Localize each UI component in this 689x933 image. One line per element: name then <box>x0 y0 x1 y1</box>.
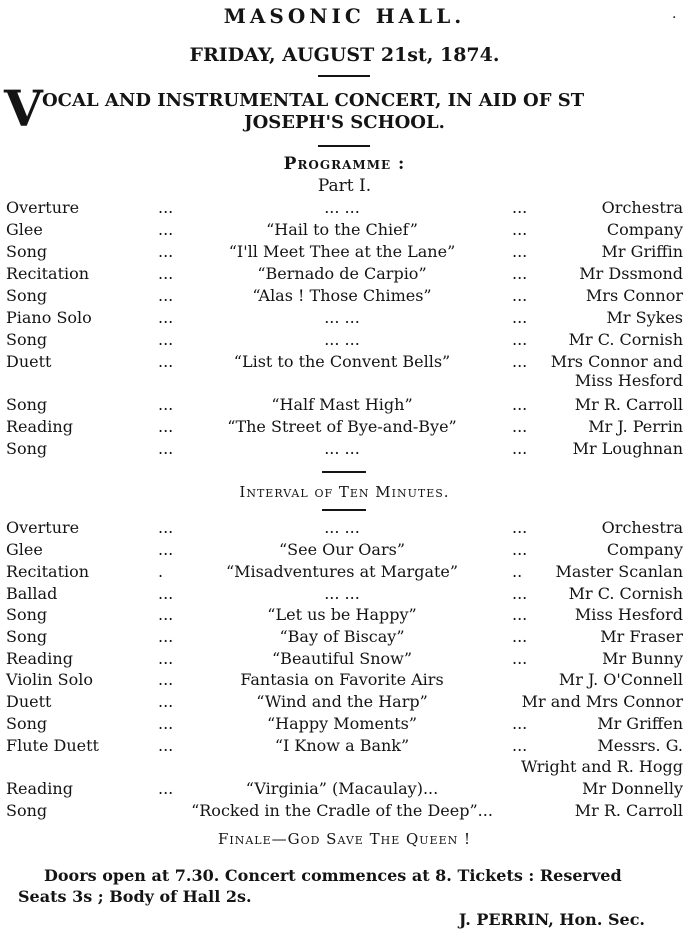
programme-piece-title: “Rocked in the Cradle of the Deep”... <box>191 801 493 820</box>
concert-title-line2: JOSEPH'S SCHOOL. <box>244 112 445 133</box>
leader-dots: ... <box>512 286 528 305</box>
leader-dots: ... <box>158 605 174 624</box>
leader-dots: ... <box>158 308 174 327</box>
programme-row <box>0 692 689 714</box>
flute-continuation: Wright and R. Hogg <box>520 757 683 776</box>
programme-piece-title: “Virginia” (Macaulay)... <box>245 779 439 798</box>
leader-dots: ... <box>158 439 174 458</box>
leader-dots: ... <box>158 198 174 217</box>
programme-performer: Mrs Connor <box>585 286 683 305</box>
programme-item-type: Song <box>6 605 48 624</box>
leader-dots: ... <box>512 330 528 349</box>
programme-row <box>0 518 689 540</box>
leader-dots: ... <box>158 395 174 414</box>
programme-row <box>0 439 689 461</box>
programme-piece-title: “Bernado de Carpio” <box>257 264 427 283</box>
leader-dots: ... <box>158 242 174 261</box>
programme-performer: Company <box>606 540 683 559</box>
programme-row <box>0 220 689 242</box>
part-one-heading: Part I. <box>317 176 372 196</box>
programme-row <box>0 649 689 671</box>
programme-item-type: Song <box>6 242 48 261</box>
programme-row <box>0 242 689 264</box>
programme-item-type: Glee <box>6 220 43 239</box>
leader-dots: ... <box>158 330 174 349</box>
programme-heading: Programme : <box>283 154 406 174</box>
programme-piece-title: “Bay of Biscay” <box>279 627 405 646</box>
programme-performer: Mr R. Carroll <box>574 801 683 820</box>
programme-performer: Orchestra <box>601 518 683 537</box>
programme-row <box>0 714 689 736</box>
programme-piece-title: Fantasia on Favorite Airs <box>240 670 444 689</box>
programme-item-type: Reading <box>6 779 73 798</box>
programme-row <box>0 417 689 439</box>
divider-rule <box>322 509 366 511</box>
programme-piece-title: “List to the Convent Bells” <box>233 352 451 371</box>
programme-piece-title: “Hail to the Chief” <box>266 220 418 239</box>
programme-row <box>0 264 689 286</box>
programme-performer: Mr Donnelly <box>582 779 683 798</box>
leader-dots: ... <box>512 518 528 537</box>
programme-item-type: Overture <box>6 198 80 217</box>
leader-dots: ... <box>512 352 528 371</box>
leader-dots: ... <box>512 264 528 283</box>
programme-item-type: Violin Solo <box>6 670 93 689</box>
interval-notice: Interval of Ten Minutes. <box>239 483 450 501</box>
leader-dots: ... <box>158 584 174 603</box>
programme-performer: Mrs Connor and <box>550 352 683 371</box>
leader-dots: ... <box>158 518 174 537</box>
programme-performer: Mr Dssmond <box>579 264 683 283</box>
programme-piece-title: ... ... <box>324 330 360 349</box>
programme-piece-title: “Happy Moments” <box>266 714 418 733</box>
programme-item-type: Song <box>6 286 48 305</box>
leader-dots: ... <box>158 352 174 371</box>
programme-piece-title: “See Our Oars” <box>278 540 405 559</box>
leader-dots: ... <box>512 605 528 624</box>
leader-dots: ... <box>158 540 174 559</box>
hall-name: MASONIC HALL. <box>223 4 466 28</box>
programme-performer: Company <box>606 220 683 239</box>
programme-item-type: Song <box>6 801 48 820</box>
leader-dots: ... <box>158 286 174 305</box>
programme-item-type: Duett <box>6 352 52 371</box>
programme-performer: Mr Bunny <box>602 649 683 668</box>
programme-performer: Mr C. Cornish <box>568 330 683 349</box>
programme-piece-title: “I Know a Bank” <box>274 736 410 755</box>
leader-dots: ... <box>512 736 528 755</box>
programme-item-type: Reading <box>6 417 73 436</box>
leader-dots: ... <box>158 714 174 733</box>
finale-line: Finale—God Save The Queen ! <box>217 830 472 848</box>
programme-performer: Master Scanlan <box>555 562 683 581</box>
leader-dots: ... <box>512 220 528 239</box>
leader-dots: ... <box>512 627 528 646</box>
programme-piece-title: “Wind and the Harp” <box>256 692 428 711</box>
leader-dots: ... <box>512 395 528 414</box>
programme-piece-title: “Beautiful Snow” <box>272 649 412 668</box>
leader-dots: . <box>158 562 164 581</box>
programme-piece-title: “Misadventures at Margate” <box>225 562 459 581</box>
divider-rule <box>318 145 370 147</box>
leader-dots: ... <box>158 417 174 436</box>
leader-dots: ... <box>158 736 174 755</box>
programme-item-type: Song <box>6 395 48 414</box>
leader-dots: ... <box>512 714 528 733</box>
programme-piece-title: “Alas ! Those Chimes” <box>252 286 432 305</box>
leader-dots: ... <box>158 264 174 283</box>
programme-row <box>0 540 689 562</box>
programme-item-type: Ballad <box>6 584 58 603</box>
corner-mark: · <box>672 10 677 26</box>
programme-performer: Mr Loughnan <box>572 439 683 458</box>
programme-row <box>0 584 689 606</box>
leader-dots: ... <box>158 779 174 798</box>
footer-line2: Seats 3s ; Body of Hall 2s. <box>18 887 252 906</box>
programme-performer: Mr Griffen <box>597 714 683 733</box>
programme-performer: Mr C. Cornish <box>568 584 683 603</box>
programme-item-type: Piano Solo <box>6 308 92 327</box>
programme-piece-title: “The Street of Bye-and-Bye” <box>227 417 457 436</box>
programme-row <box>0 330 689 352</box>
programme-performer: Mr Fraser <box>600 627 683 646</box>
programme-performer: Miss Hesford <box>574 605 683 624</box>
drop-cap: V <box>4 79 43 138</box>
divider-rule <box>318 75 370 77</box>
programme-piece-title: ... ... <box>324 439 360 458</box>
programme-item-type: Flute Duett <box>6 736 99 755</box>
programme-item-type: Duett <box>6 692 52 711</box>
programme-piece-title: “I'll Meet Thee at the Lane” <box>228 242 456 261</box>
leader-dots: ... <box>158 670 174 689</box>
concert-title-line1: OCAL AND INSTRUMENTAL CONCERT, IN AID OF ST <box>42 90 585 111</box>
programme-row <box>0 395 689 417</box>
leader-dots: .. <box>512 562 523 581</box>
concert-date: FRIDAY, AUGUST 21st, 1874. <box>189 44 500 66</box>
programme-row <box>0 779 689 801</box>
leader-dots: ... <box>512 242 528 261</box>
programme-row <box>0 627 689 649</box>
leader-dots: ... <box>512 417 528 436</box>
programme-item-type: Reading <box>6 649 73 668</box>
leader-dots: ... <box>512 308 528 327</box>
leader-dots: ... <box>158 692 174 711</box>
programme-row <box>0 801 689 823</box>
programme-performer: Mr J. Perrin <box>588 417 683 436</box>
programme-item-type: Song <box>6 439 48 458</box>
programme-performer: Mr J. O'Connell <box>558 670 683 689</box>
programme-piece-title: “Let us be Happy” <box>267 605 417 624</box>
signature: J. PERRIN, Hon. Sec. <box>458 910 645 929</box>
programme-item-type: Glee <box>6 540 43 559</box>
programme-item-type: Overture <box>6 518 80 537</box>
programme-row <box>0 308 689 330</box>
duett-continuation: Miss Hesford <box>574 371 683 390</box>
programme-piece-title: ... ... <box>324 308 360 327</box>
leader-dots: ... <box>512 198 528 217</box>
programme-performer: Mr Griffin <box>601 242 683 261</box>
programme-row <box>0 198 689 220</box>
leader-dots: ... <box>512 649 528 668</box>
programme-performer: Mr R. Carroll <box>574 395 683 414</box>
leader-dots: ... <box>158 627 174 646</box>
footer-line1: Doors open at 7.30. Concert commences at 8. Tickets : Reserved <box>44 866 622 885</box>
programme-piece-title: ... ... <box>324 584 360 603</box>
programme-row <box>0 736 689 758</box>
leader-dots: ... <box>158 220 174 239</box>
programme-item-type: Recitation <box>6 264 90 283</box>
programme-row <box>0 562 689 584</box>
programme-piece-title: “Half Mast High” <box>271 395 413 414</box>
leader-dots: ... <box>158 649 174 668</box>
programme-row <box>0 605 689 627</box>
programme-performer: Orchestra <box>601 198 683 217</box>
programme-item-type: Song <box>6 714 48 733</box>
divider-rule <box>322 471 366 473</box>
programme-item-type: Recitation <box>6 562 90 581</box>
programme-performer: Messrs. G. <box>597 736 683 755</box>
programme-item-type: Song <box>6 627 48 646</box>
programme-piece-title: ... ... <box>324 518 360 537</box>
programme-performer: Mr and Mrs Connor <box>521 692 683 711</box>
programme-row <box>0 286 689 308</box>
programme-piece-title: ... ... <box>324 198 360 217</box>
programme-row <box>0 670 689 692</box>
leader-dots: ... <box>512 584 528 603</box>
programme-item-type: Song <box>6 330 48 349</box>
leader-dots: ... <box>512 439 528 458</box>
programme-performer: Mr Sykes <box>606 308 683 327</box>
leader-dots: ... <box>512 540 528 559</box>
